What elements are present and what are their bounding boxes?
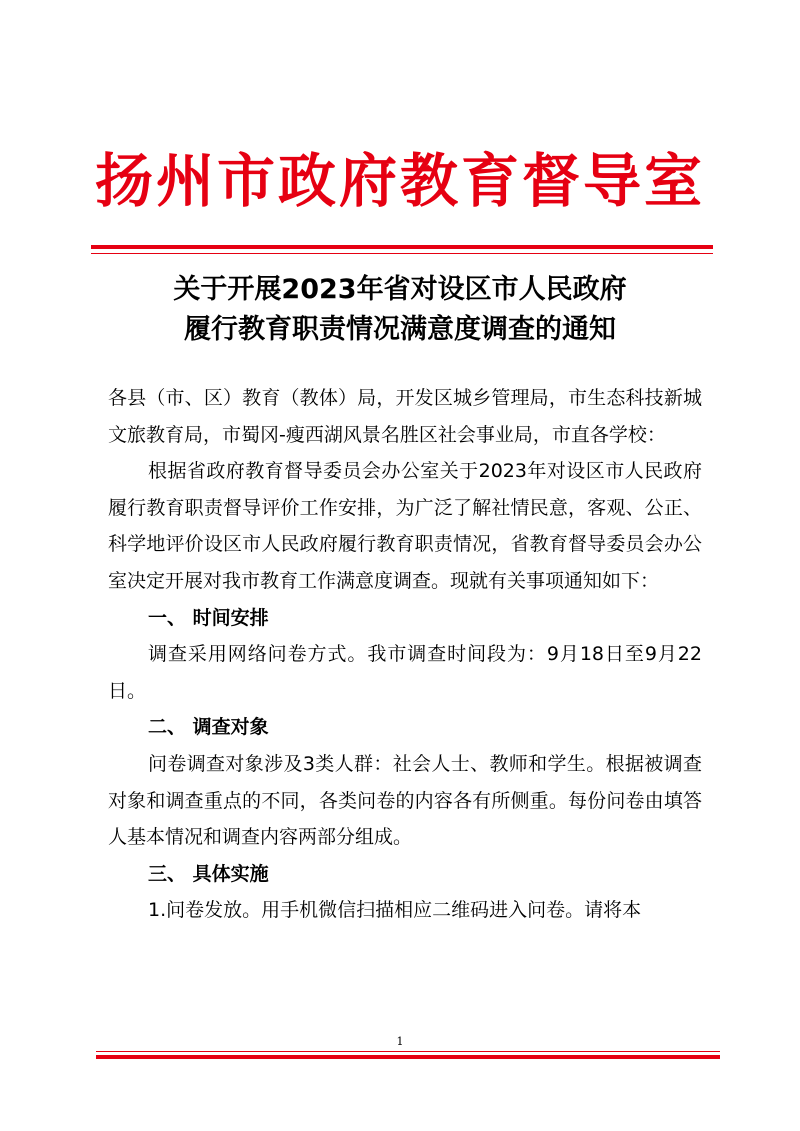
section-paragraph-respondents: 问卷调查对象涉及3类人群：社会人士、教师和学生。根据被调查对象和调查重点的不同，各类问卷的内容各有所侧重。每份问卷由填答人基本情况和调查内容两部分组成。 bbox=[108, 752, 702, 849]
footer-rule-thick bbox=[96, 1055, 720, 1059]
issuer-masthead: 扬州市政府教育督导室 bbox=[94, 147, 705, 215]
document-title-line-2: 履行教育职责情况满意度调查的通知 bbox=[184, 314, 616, 345]
masthead-rule-thick bbox=[91, 245, 713, 249]
section-heading-implementation: 三、 具体实施 bbox=[148, 862, 269, 885]
document-body bbox=[108, 380, 702, 929]
document-title-line-1: 关于开展2023年省对设区市人民政府 bbox=[173, 274, 627, 305]
footer-rule-thin bbox=[96, 1051, 720, 1052]
salutation: 各县（市、区）教育（教体）局，开发区城乡管理局，市生态科技新城文旅教育局，市蜀冈-瘦西湖风景名胜区社会事业局，市直各学校： bbox=[108, 387, 702, 446]
masthead-rule-thin bbox=[91, 253, 713, 254]
intro-paragraph: 根据省政府教育督导委员会办公室关于2023年对设区市人民政府履行教育职责督导评价工作安排，为广泛了解社情民意，客观、公正、科学地评价设区市人民政府履行教育职责情况，省教育督导委员会办公室决定开展对我市教育工作满意度调查。现就有关事项通知如下： bbox=[108, 460, 702, 592]
section-paragraph-implementation: 1.问卷发放。用手机微信扫描相应二维码进入问卷。请将本 bbox=[148, 899, 642, 922]
section-paragraph-schedule: 调查采用网络问卷方式。我市调查时间段为：9月18日至9月22日。 bbox=[108, 643, 702, 702]
section-heading-respondents: 二、 调查对象 bbox=[148, 716, 269, 739]
section-heading-schedule: 一、 时间安排 bbox=[148, 606, 269, 629]
page-number: 1 bbox=[396, 1035, 404, 1048]
